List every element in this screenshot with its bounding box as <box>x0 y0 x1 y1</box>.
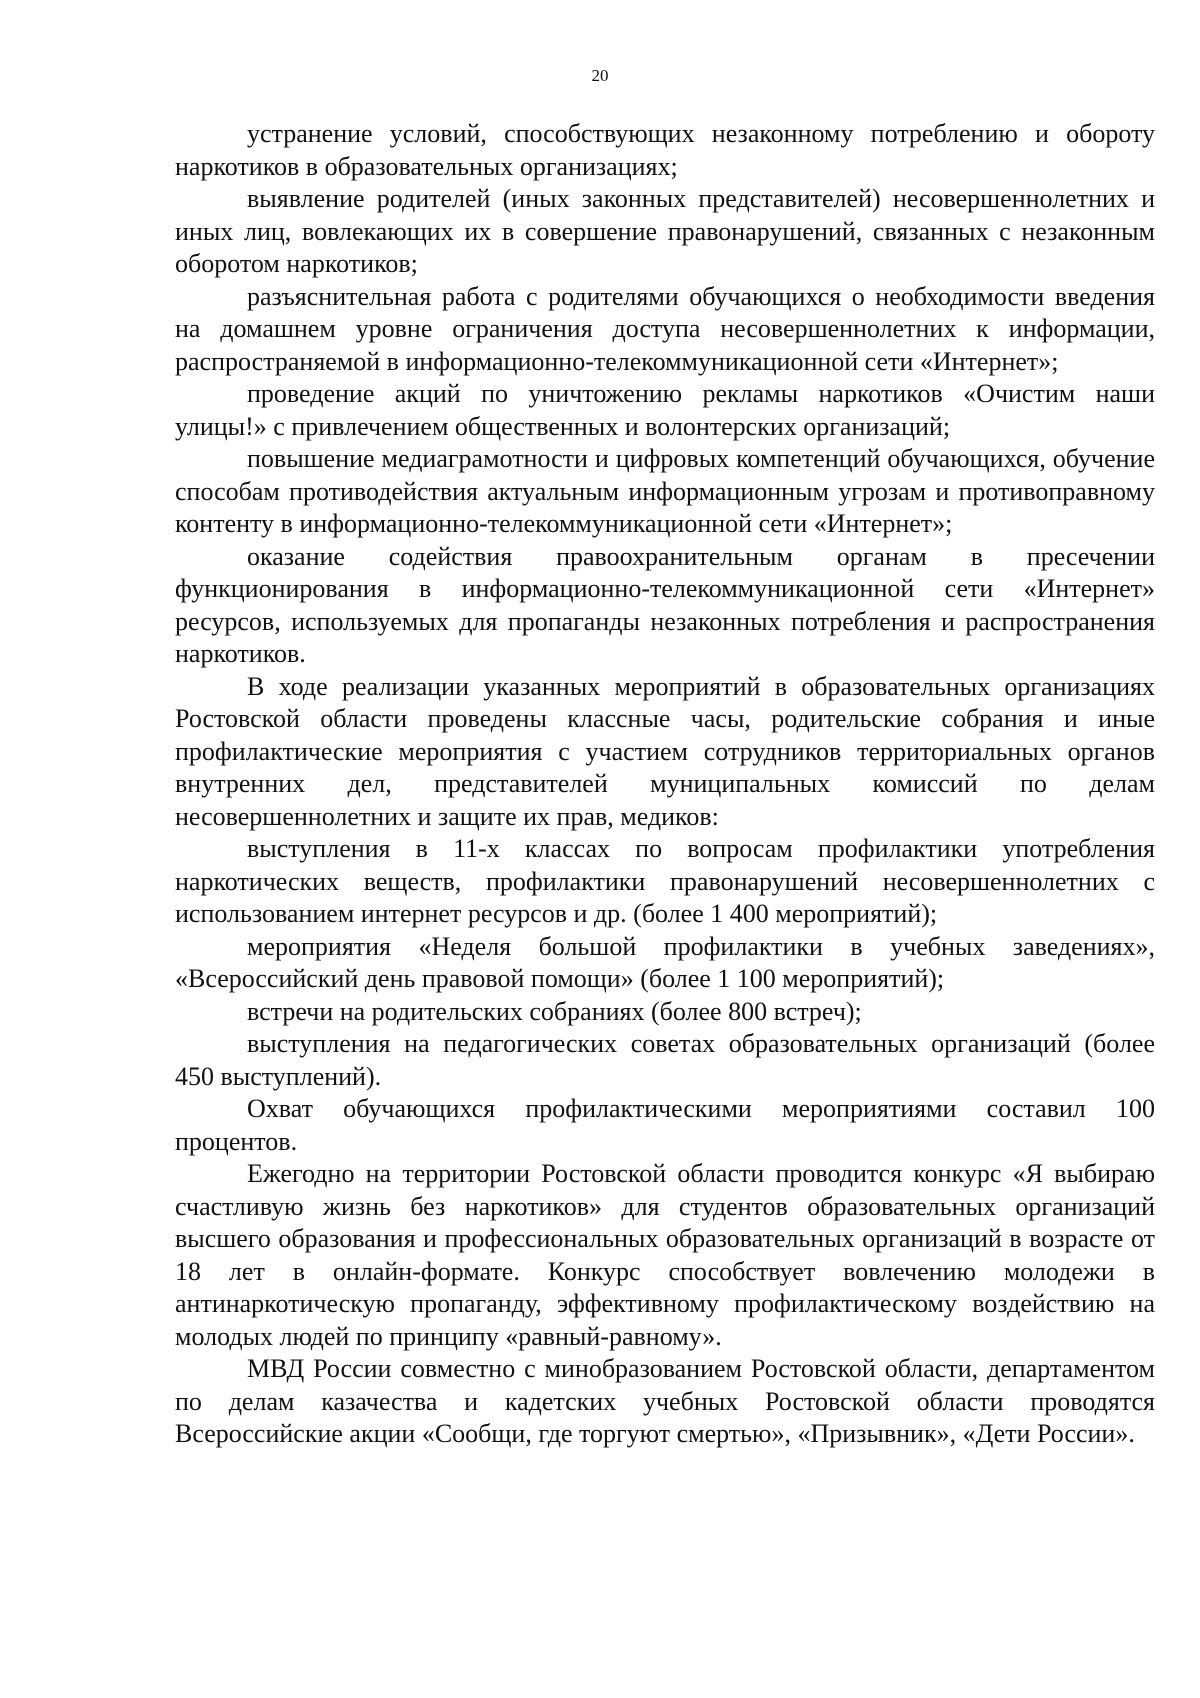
paragraph: оказание содействия правоохранительным органам в пресечении функционирования в информационно-телекоммуникационной сети «Интернет» ресурсов, используемых для пропаганды незаконных потребления и распространения наркотиков. <box>175 541 1155 668</box>
page-number: 20 <box>591 66 609 85</box>
paragraph: выявление родителей (иных законных представителей) несовершеннолетних и иных лиц, вовлекающих их в совершение правонарушений, связанных с незаконным оборотом наркотиков; <box>175 184 1155 278</box>
paragraph: встречи на родительских собраниях (более 800 встреч); <box>247 996 862 1026</box>
paragraph: мероприятия «Неделя большой профилактики в учебных заведениях», «Всероссийский день правовой помощи» (более 1 100 мероприятий); <box>175 931 1155 993</box>
paragraph: выступления на педагогических советах образовательных организаций (более 450 выступлений). <box>175 1029 1155 1091</box>
paragraph: МВД России совместно с минобразованием Ростовской области, департаментом по делам казачества и кадетских учебных Ростовской области проводятся Всероссийские акции «Сообщи, где торгуют смертью», «Призывник», «Дети России». <box>175 1354 1155 1448</box>
paragraph: Ежегодно на территории Ростовской области проводится конкурс «Я выбираю счастливую жизнь без наркотиков» для студентов образовательных организаций высшего образования и профессиональных образовательных организаций в возрасте от 18 лет в онлайн-формате. Конкурс способствует вовлечению молодежи в антинаркотическую пропаганду, эффективному профилактическому воздействию на молодых людей по принципу «равный-равному». <box>175 1159 1155 1351</box>
paragraph: проведение акций по уничтожению рекламы наркотиков «Очистим наши улицы!» с привлечением общественных и волонтерских организаций; <box>175 379 1155 441</box>
paragraph: В ходе реализации указанных мероприятий в образовательных организациях Ростовской области проведены классные часы, родительские собрания и иные профилактические мероприятия с участием сотрудников территориальных органов внутренних дел, представителей муниципальных комиссий по делам несовершеннолетних и защите их прав, медиков: <box>175 671 1155 831</box>
paragraph: выступления в 11-х классах по вопросам профилактики употребления наркотических веществ, профилактики правонарушений несовершеннолетних с использованием интернет ресурсов и др. (более 1 400 мероприятий); <box>175 834 1155 928</box>
paragraph: повышение медиаграмотности и цифровых компетенций обучающихся, обучение способам противодействия актуальным информационным угрозам и противоправному контенту в информационно-телекоммуникационной сети «Интернет»; <box>175 444 1155 538</box>
paragraph: Охват обучающихся профилактическими мероприятиями составил 100 процентов. <box>175 1094 1155 1156</box>
paragraph: устранение условий, способствующих незаконному потреблению и обороту наркотиков в образовательных организациях; <box>175 119 1155 181</box>
document-body <box>175 118 1155 1451</box>
paragraph: разъяснительная работа с родителями обучающихся о необходимости введения на домашнем уровне ограничения доступа несовершеннолетних к информации, распространяемой в информационно-телекоммуникационной сети «Интернет»; <box>175 281 1155 376</box>
